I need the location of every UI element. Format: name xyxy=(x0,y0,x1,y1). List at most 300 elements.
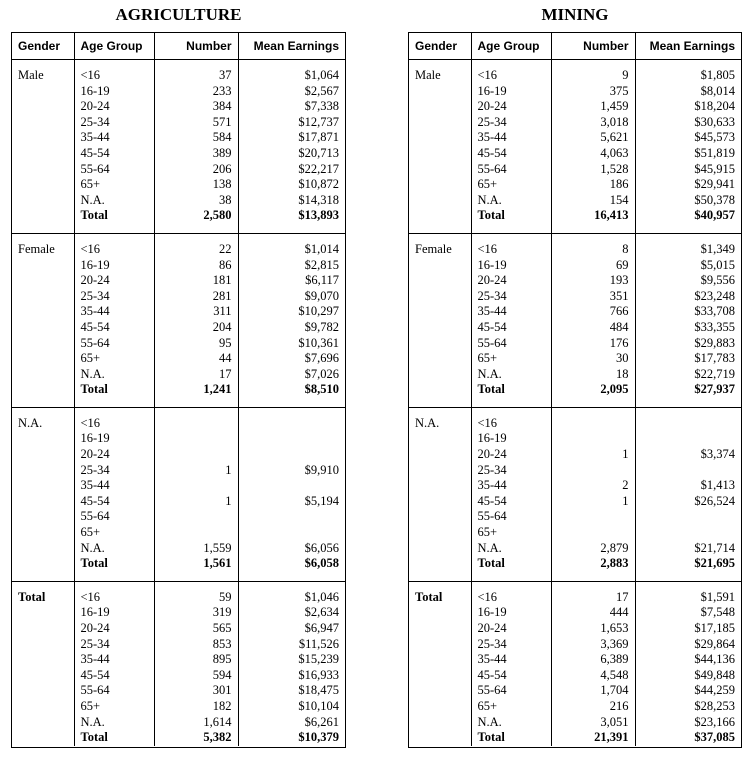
group-spacer xyxy=(12,407,345,416)
number-cell: 44 xyxy=(154,351,238,367)
mean-earnings-cell: $1,064 xyxy=(238,68,345,84)
table-row xyxy=(12,525,345,541)
gender-empty-cell xyxy=(409,304,471,320)
table-row xyxy=(409,68,741,84)
group-total-row xyxy=(12,208,345,224)
table-row xyxy=(12,699,345,715)
number-cell: 301 xyxy=(154,683,238,699)
divider-cell xyxy=(551,398,635,408)
age-group-cell: <16 xyxy=(471,590,551,606)
number-cell: 351 xyxy=(551,289,635,305)
number-cell: 444 xyxy=(551,605,635,621)
table-row xyxy=(12,99,345,115)
number-cell: 30 xyxy=(551,351,635,367)
gender-cell: N.A. xyxy=(415,415,440,430)
mean-earnings-cell: $21,714 xyxy=(635,541,741,557)
table-row xyxy=(12,367,345,383)
gender-empty-cell xyxy=(12,162,74,178)
number-cell: 69 xyxy=(551,258,635,274)
table-row xyxy=(12,193,345,209)
gender-empty-cell xyxy=(12,320,74,336)
gender-empty-cell xyxy=(12,177,74,193)
spacer-cell xyxy=(238,407,345,416)
divider-cell xyxy=(74,224,154,234)
mean-earnings-cell: $6,947 xyxy=(238,621,345,637)
age-group-cell: 25-34 xyxy=(74,463,154,479)
mean-earnings-cell: $7,548 xyxy=(635,605,741,621)
number-cell: 1,241 xyxy=(154,382,238,398)
table-row xyxy=(409,336,741,352)
table-row xyxy=(12,431,345,447)
group-total-row xyxy=(12,556,345,572)
gender-empty-cell xyxy=(12,637,74,653)
divider-cell xyxy=(635,572,741,582)
spacer-cell xyxy=(154,60,238,69)
gender-empty-cell xyxy=(12,367,74,383)
age-group-cell: 45-54 xyxy=(471,320,551,336)
agriculture-panel xyxy=(11,6,346,748)
mean-earnings-cell: $1,805 xyxy=(635,68,741,84)
age-group-cell: 45-54 xyxy=(471,146,551,162)
gender-empty-cell xyxy=(12,99,74,115)
gender-empty-cell xyxy=(409,525,471,541)
group-spacer xyxy=(12,233,345,242)
gender-empty-cell xyxy=(12,509,74,525)
gender-empty-cell xyxy=(409,336,471,352)
mean-earnings-cell: $8,510 xyxy=(238,382,345,398)
age-group-cell: Total xyxy=(471,382,551,398)
table-row xyxy=(409,304,741,320)
number-cell: 895 xyxy=(154,652,238,668)
spacer-cell xyxy=(154,407,238,416)
number-cell xyxy=(551,525,635,541)
number-cell: 853 xyxy=(154,637,238,653)
gender-empty-cell xyxy=(12,447,74,463)
number-cell: 1,528 xyxy=(551,162,635,178)
gender-empty-cell xyxy=(409,99,471,115)
divider-cell xyxy=(551,572,635,582)
gender-empty-cell xyxy=(409,699,471,715)
age-group-cell: Total xyxy=(74,730,154,746)
age-group-cell: 65+ xyxy=(471,177,551,193)
mean-earnings-cell: $21,695 xyxy=(635,556,741,572)
divider-cell xyxy=(409,572,471,582)
mean-earnings-cell: $6,117 xyxy=(238,273,345,289)
table-row xyxy=(12,242,345,258)
spacer-cell xyxy=(409,407,471,416)
spacer-cell xyxy=(551,407,635,416)
mean-earnings-cell xyxy=(238,525,345,541)
group-total-row xyxy=(409,382,741,398)
age-group-cell: 65+ xyxy=(74,351,154,367)
table-row xyxy=(409,652,741,668)
mean-earnings-cell: $40,957 xyxy=(635,208,741,224)
number-cell: 22 xyxy=(154,242,238,258)
table-row xyxy=(409,146,741,162)
spacer-cell xyxy=(12,581,74,590)
age-group-header: Age Group xyxy=(74,33,154,60)
divider-cell xyxy=(12,572,74,582)
gender-empty-cell xyxy=(409,621,471,637)
age-group-cell: 35-44 xyxy=(74,652,154,668)
gender-empty-cell xyxy=(12,668,74,684)
age-group-cell: 16-19 xyxy=(471,84,551,100)
age-group-cell: N.A. xyxy=(74,715,154,731)
gender-cell: Female xyxy=(18,241,55,256)
mean-earnings-header: Mean Earnings xyxy=(238,33,345,60)
divider-cell xyxy=(238,572,345,582)
gender-cell: Total xyxy=(415,589,443,604)
gender-empty-cell xyxy=(12,715,74,731)
divider-cell xyxy=(635,224,741,234)
gender-empty-cell xyxy=(409,162,471,178)
number-cell: 154 xyxy=(551,193,635,209)
number-cell: 6,389 xyxy=(551,652,635,668)
mean-earnings-cell: $18,475 xyxy=(238,683,345,699)
age-group-cell: 55-64 xyxy=(471,162,551,178)
table-row xyxy=(409,478,741,494)
age-group-cell: 16-19 xyxy=(74,258,154,274)
mean-earnings-cell: $29,864 xyxy=(635,637,741,653)
gender-empty-cell xyxy=(12,382,74,398)
spacer-cell xyxy=(74,233,154,242)
spacer-cell xyxy=(74,407,154,416)
number-cell xyxy=(551,416,635,432)
gender-cell: Male xyxy=(18,68,44,82)
gender-header: Gender xyxy=(409,33,471,60)
mean-earnings-cell: $15,239 xyxy=(238,652,345,668)
agriculture-table xyxy=(12,33,345,746)
table-row xyxy=(12,652,345,668)
table-row xyxy=(12,605,345,621)
age-group-cell: 35-44 xyxy=(74,478,154,494)
age-group-cell: 25-34 xyxy=(74,637,154,653)
table-row xyxy=(12,478,345,494)
gender-empty-cell xyxy=(409,258,471,274)
gender-empty-cell xyxy=(12,115,74,131)
number-cell: 4,063 xyxy=(551,146,635,162)
age-group-cell: Total xyxy=(74,208,154,224)
table-row xyxy=(12,289,345,305)
gender-empty-cell xyxy=(12,130,74,146)
age-group-cell: Total xyxy=(471,208,551,224)
number-cell: 5,621 xyxy=(551,130,635,146)
number-header: Number xyxy=(154,33,238,60)
number-cell: 181 xyxy=(154,273,238,289)
table-row xyxy=(12,304,345,320)
table-row xyxy=(12,258,345,274)
number-cell: 216 xyxy=(551,699,635,715)
age-group-cell: N.A. xyxy=(471,193,551,209)
mean-earnings-cell: $44,259 xyxy=(635,683,741,699)
gender-empty-cell xyxy=(409,177,471,193)
age-group-cell: 65+ xyxy=(74,699,154,715)
divider-cell xyxy=(471,398,551,408)
number-cell: 319 xyxy=(154,605,238,621)
number-cell: 182 xyxy=(154,699,238,715)
spacer-cell xyxy=(238,233,345,242)
gender-empty-cell xyxy=(12,273,74,289)
number-cell: 389 xyxy=(154,146,238,162)
gender-empty-cell xyxy=(12,336,74,352)
age-group-cell: 35-44 xyxy=(471,130,551,146)
age-group-cell: Total xyxy=(74,382,154,398)
mean-earnings-cell: $9,782 xyxy=(238,320,345,336)
mean-earnings-cell: $17,185 xyxy=(635,621,741,637)
age-group-cell: 45-54 xyxy=(74,494,154,510)
divider-cell xyxy=(238,224,345,234)
age-group-cell: N.A. xyxy=(471,541,551,557)
number-cell: 3,018 xyxy=(551,115,635,131)
gender-cell: Male xyxy=(415,68,441,82)
age-group-cell: 45-54 xyxy=(74,146,154,162)
mean-earnings-cell: $10,361 xyxy=(238,336,345,352)
gender-empty-cell xyxy=(409,208,471,224)
age-group-cell: 55-64 xyxy=(471,509,551,525)
group-divider xyxy=(12,572,345,582)
age-group-cell: 25-34 xyxy=(471,637,551,653)
mean-earnings-cell: $16,933 xyxy=(238,668,345,684)
age-group-cell: 25-34 xyxy=(74,115,154,131)
number-cell: 1,559 xyxy=(154,541,238,557)
group-total-row xyxy=(409,208,741,224)
mean-earnings-cell: $7,338 xyxy=(238,99,345,115)
number-cell: 2 xyxy=(551,478,635,494)
divider-cell xyxy=(154,398,238,408)
number-cell: 1 xyxy=(551,447,635,463)
table-row xyxy=(409,683,741,699)
number-cell: 86 xyxy=(154,258,238,274)
mean-earnings-cell: $2,567 xyxy=(238,84,345,100)
spacer-cell xyxy=(551,60,635,69)
group-spacer xyxy=(409,407,741,416)
mean-earnings-cell: $22,719 xyxy=(635,367,741,383)
gender-empty-cell xyxy=(409,382,471,398)
table-row xyxy=(409,416,741,432)
gender-empty-cell xyxy=(12,258,74,274)
number-cell: 565 xyxy=(154,621,238,637)
gender-empty-cell xyxy=(12,351,74,367)
group-divider xyxy=(409,572,741,582)
age-group-cell: <16 xyxy=(74,590,154,606)
number-cell: 16,413 xyxy=(551,208,635,224)
age-group-cell: 16-19 xyxy=(74,431,154,447)
group-spacer xyxy=(12,60,345,69)
gender-empty-cell xyxy=(12,463,74,479)
gender-empty-cell xyxy=(12,541,74,557)
number-cell: 4,548 xyxy=(551,668,635,684)
table-row xyxy=(409,289,741,305)
gender-empty-cell xyxy=(12,494,74,510)
table-row xyxy=(12,273,345,289)
table-row xyxy=(12,494,345,510)
mean-earnings-cell: $51,819 xyxy=(635,146,741,162)
number-cell: 1 xyxy=(551,494,635,510)
number-cell: 2,879 xyxy=(551,541,635,557)
mean-earnings-cell: $29,941 xyxy=(635,177,741,193)
mean-earnings-cell xyxy=(635,525,741,541)
mean-earnings-cell: $45,573 xyxy=(635,130,741,146)
gender-empty-cell xyxy=(12,84,74,100)
table-row xyxy=(409,130,741,146)
age-group-cell: 45-54 xyxy=(471,494,551,510)
spacer-cell xyxy=(471,581,551,590)
age-group-cell: 55-64 xyxy=(471,683,551,699)
table-row xyxy=(12,621,345,637)
number-cell: 204 xyxy=(154,320,238,336)
age-group-cell: 65+ xyxy=(471,699,551,715)
divider-cell xyxy=(74,572,154,582)
age-group-cell: 55-64 xyxy=(74,683,154,699)
table-row xyxy=(12,336,345,352)
age-group-cell: <16 xyxy=(471,242,551,258)
age-group-cell: 20-24 xyxy=(471,621,551,637)
table-row xyxy=(12,320,345,336)
table-row xyxy=(409,590,741,606)
mean-earnings-cell: $50,378 xyxy=(635,193,741,209)
table-row xyxy=(12,416,345,432)
spacer-cell xyxy=(409,60,471,69)
table-row xyxy=(409,715,741,731)
age-group-cell: 65+ xyxy=(471,525,551,541)
gender-empty-cell xyxy=(12,699,74,715)
mean-earnings-cell: $22,217 xyxy=(238,162,345,178)
age-group-cell: Total xyxy=(74,556,154,572)
table-row xyxy=(409,162,741,178)
divider-cell xyxy=(74,398,154,408)
gender-empty-cell xyxy=(409,683,471,699)
number-cell: 1,653 xyxy=(551,621,635,637)
spacer-cell xyxy=(635,581,741,590)
number-cell: 2,883 xyxy=(551,556,635,572)
mining-panel xyxy=(408,6,742,748)
mean-earnings-cell: $5,194 xyxy=(238,494,345,510)
mean-earnings-cell: $7,696 xyxy=(238,351,345,367)
gender-empty-cell xyxy=(409,541,471,557)
age-group-cell: <16 xyxy=(74,242,154,258)
gender-header: Gender xyxy=(12,33,74,60)
mean-earnings-cell: $17,783 xyxy=(635,351,741,367)
number-cell: 38 xyxy=(154,193,238,209)
number-cell: 2,095 xyxy=(551,382,635,398)
age-group-cell: <16 xyxy=(471,68,551,84)
number-cell xyxy=(154,416,238,432)
table-row xyxy=(12,668,345,684)
table-row xyxy=(12,447,345,463)
number-cell: 594 xyxy=(154,668,238,684)
age-group-cell: 35-44 xyxy=(471,652,551,668)
number-cell: 3,369 xyxy=(551,637,635,653)
mean-earnings-cell: $27,937 xyxy=(635,382,741,398)
mean-earnings-cell xyxy=(238,431,345,447)
group-total-row xyxy=(12,382,345,398)
table-row xyxy=(409,177,741,193)
age-group-cell: 55-64 xyxy=(74,162,154,178)
number-cell: 1,459 xyxy=(551,99,635,115)
age-group-cell: N.A. xyxy=(74,541,154,557)
age-group-header: Age Group xyxy=(471,33,551,60)
table-row xyxy=(12,715,345,731)
gender-empty-cell xyxy=(409,351,471,367)
age-group-cell: Total xyxy=(471,556,551,572)
spacer-cell xyxy=(635,407,741,416)
spacer-cell xyxy=(551,233,635,242)
table-row xyxy=(12,177,345,193)
age-group-cell: 35-44 xyxy=(471,304,551,320)
gender-empty-cell xyxy=(12,478,74,494)
gender-cell: Female xyxy=(415,241,452,256)
number-cell: 281 xyxy=(154,289,238,305)
number-cell xyxy=(551,509,635,525)
mean-earnings-cell: $33,708 xyxy=(635,304,741,320)
mean-earnings-cell: $7,026 xyxy=(238,367,345,383)
mean-earnings-cell: $33,355 xyxy=(635,320,741,336)
age-group-cell: 25-34 xyxy=(74,289,154,305)
mean-earnings-cell: $9,070 xyxy=(238,289,345,305)
mean-earnings-header: Mean Earnings xyxy=(635,33,741,60)
group-total-row xyxy=(409,730,741,746)
table-row xyxy=(12,463,345,479)
age-group-cell: 20-24 xyxy=(471,273,551,289)
spacer-cell xyxy=(238,60,345,69)
group-spacer xyxy=(409,60,741,69)
mean-earnings-cell: $6,056 xyxy=(238,541,345,557)
mean-earnings-cell: $1,349 xyxy=(635,242,741,258)
table-row xyxy=(409,431,741,447)
gender-empty-cell xyxy=(409,730,471,746)
number-cell xyxy=(154,509,238,525)
gender-cell: Total xyxy=(18,589,46,604)
table-row xyxy=(12,68,345,84)
age-group-cell: 20-24 xyxy=(74,99,154,115)
mean-earnings-cell: $17,871 xyxy=(238,130,345,146)
table-row xyxy=(12,115,345,131)
age-group-cell: 16-19 xyxy=(471,431,551,447)
mean-earnings-cell: $28,253 xyxy=(635,699,741,715)
gender-empty-cell xyxy=(409,637,471,653)
mining-table xyxy=(409,33,741,746)
table-row xyxy=(409,447,741,463)
gender-empty-cell xyxy=(12,730,74,746)
age-group-cell: 25-34 xyxy=(471,463,551,479)
mean-earnings-cell: $23,166 xyxy=(635,715,741,731)
mean-earnings-cell xyxy=(238,478,345,494)
number-cell: 186 xyxy=(551,177,635,193)
gender-empty-cell xyxy=(409,289,471,305)
gender-empty-cell xyxy=(409,84,471,100)
spacer-cell xyxy=(12,233,74,242)
number-header: Number xyxy=(551,33,635,60)
divider-cell xyxy=(154,572,238,582)
number-cell xyxy=(154,447,238,463)
mean-earnings-cell: $26,524 xyxy=(635,494,741,510)
mean-earnings-cell: $3,374 xyxy=(635,447,741,463)
table-row xyxy=(12,351,345,367)
table-header-row xyxy=(12,33,345,60)
table-row xyxy=(409,84,741,100)
number-cell: 375 xyxy=(551,84,635,100)
spacer-cell xyxy=(409,581,471,590)
table-row xyxy=(409,541,741,557)
mean-earnings-cell: $1,591 xyxy=(635,590,741,606)
gender-empty-cell xyxy=(12,431,74,447)
table-row xyxy=(409,525,741,541)
table-header-row xyxy=(409,33,741,60)
group-total-row xyxy=(12,730,345,746)
spacer-cell xyxy=(74,60,154,69)
divider-cell xyxy=(12,398,74,408)
mean-earnings-cell: $10,872 xyxy=(238,177,345,193)
